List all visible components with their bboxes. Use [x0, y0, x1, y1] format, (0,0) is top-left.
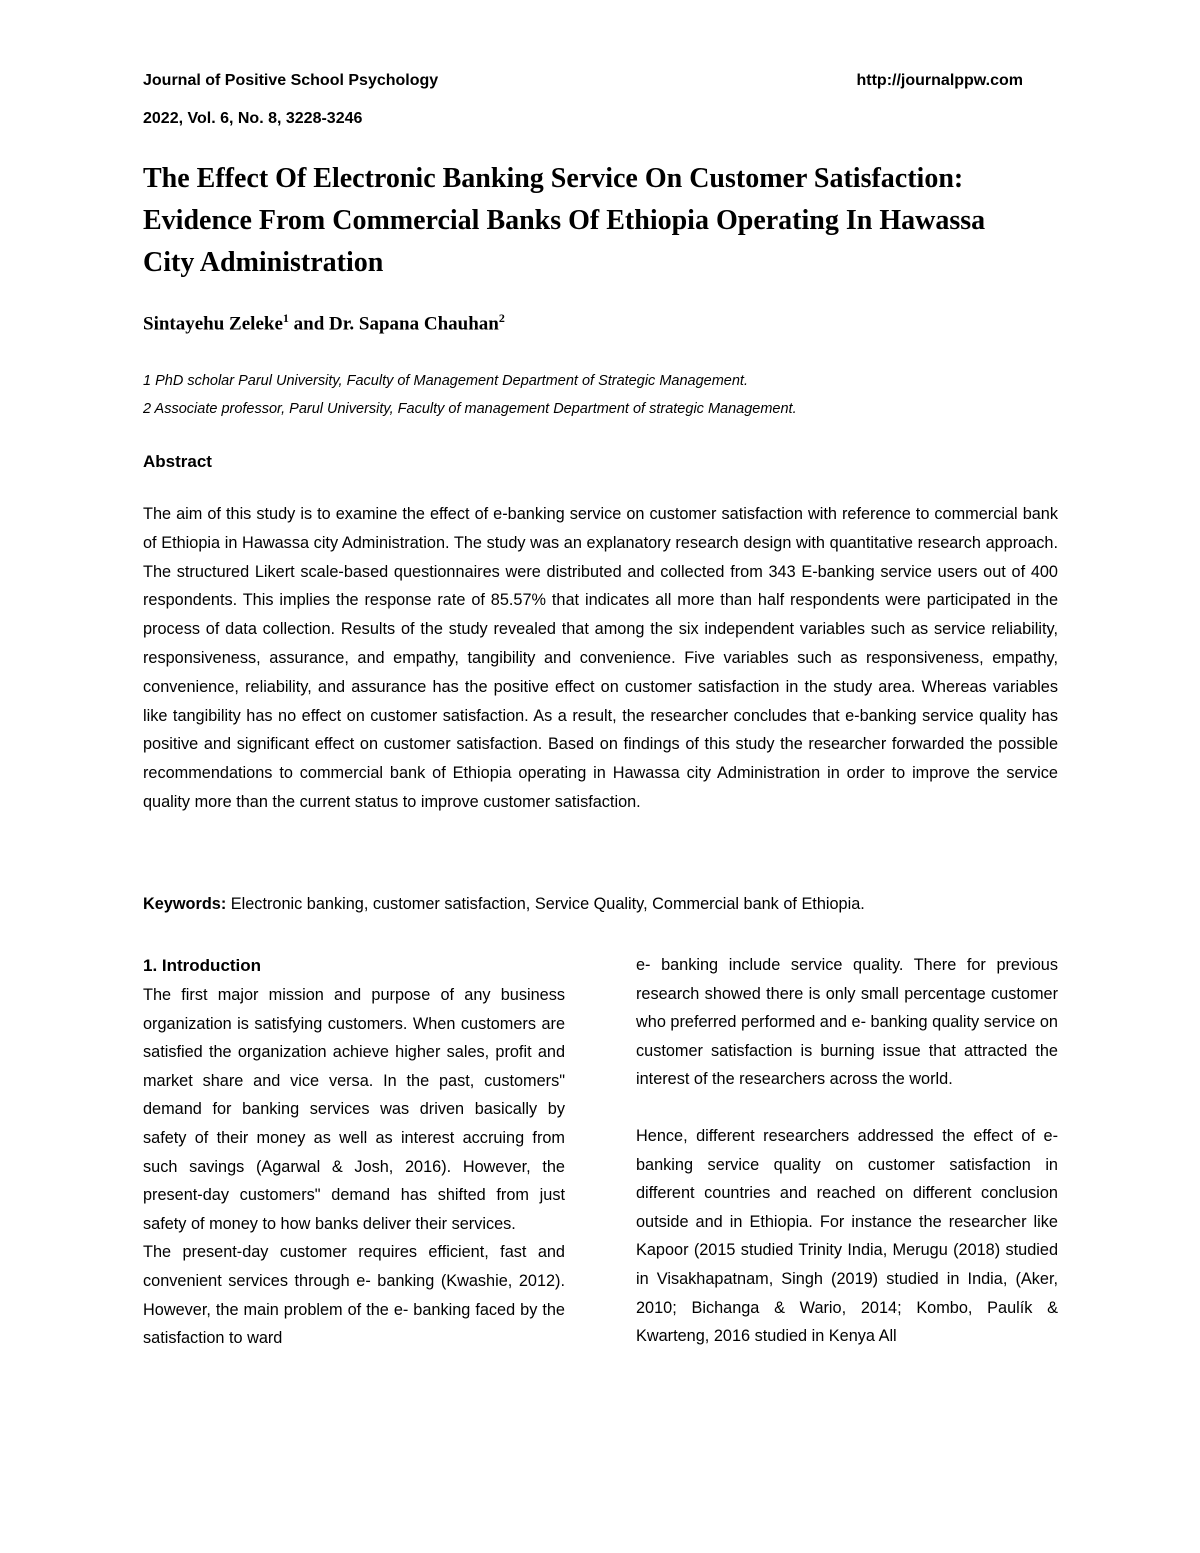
author-line [143, 311, 505, 335]
affiliation-2: 2 Associate professor, Parul University, Faculty of management Department of strategic Management. [143, 401, 797, 417]
keywords-line [143, 895, 1058, 914]
right-column [636, 951, 1058, 1351]
keywords-text: Electronic banking, customer satisfaction, Service Quality, Commercial bank of Ethiopia. [226, 895, 865, 913]
section-heading-introduction: 1. Introduction [143, 956, 262, 975]
abstract-heading: Abstract [143, 452, 212, 471]
intro-paragraph-1: The first major mission and purpose of any business organization is satisfying customers. When customers are satisfied the organization achieve higher sales, profit and market share and vice versa. In the past, customers" demand for banking services was driven basically by safety of their money as well as interest accruing from such savings (Agarwal & Josh, 2016). However, the present-day customers" demand has shifted from just safety of money to how banks deliver their services. [143, 986, 565, 1233]
running-header [143, 72, 1023, 90]
paper-title: The Effect Of Electronic Banking Service On Customer Satisfaction: Evidence From Commercial Banks Of Ethiopia Operating In Hawassa City Administration [143, 163, 986, 278]
intro-paragraph-2: The present-day customer requires efficient, fast and convenient services through e- banking (Kwashie, 2012). However, the main problem of the e- banking faced by the satisfaction to ward [143, 1243, 565, 1348]
author-2-sup: 2 [498, 311, 505, 325]
journal-url[interactable]: http://journalppw.com [856, 72, 1023, 89]
left-column [143, 951, 565, 1353]
abstract-body: The aim of this study is to examine the effect of e-banking service on customer satisfaction with reference to commercial bank of Ethiopia in Hawassa city Administration. The study was an explanatory research design with quantitative research approach. The structured Likert scale-based questionnaires were distributed and collected from 343 E-banking service users out of 400 respondents. This implies the response rate of 85.57% that indicates all more than half respondents were participated in the process of data collection. Results of the study revealed that among the six independent variables such as service reliability, responsiveness, assurance, and empathy, tangibility and convenience. Five variables such as responsiveness, empathy, convenience, reliability, and assurance has the positive effect on customer satisfaction in the study area. Whereas variables like tangibility has no effect on customer satisfaction. As a result, the researcher concludes that e-banking service quality has positive and significant effect on customer satisfaction. Based on findings of this study the researcher forwarded the possible recommendations to commercial bank of Ethiopia operating in Hawassa city Administration in order to improve the service quality more than the current status to improve customer satisfaction. [143, 505, 1058, 811]
intro-paragraph-3: e- banking include service quality. There for previous research showed there is only small percentage customer who preferred performed and e- banking quality service on customer satisfaction is burning issue that attracted the interest of the researchers across the world. [636, 956, 1058, 1089]
author-connector: and [288, 313, 330, 335]
volume-info: 2022, Vol. 6, No. 8, 3228-3246 [143, 110, 363, 127]
author-1-sup: 1 [282, 311, 289, 325]
author-1: Sintayehu Zeleke [143, 313, 283, 335]
intro-paragraph-4: Hence, different researchers addressed the effect of e- banking service quality on customer satisfaction in different countries and reached on different conclusion outside and in Ethiopia. For instance the researcher like Kapoor (2015 studied Trinity India, Merugu (2018) studied in Visakhapatnam, Singh (2019) studied in India, (Aker, 2010; Bichanga & Wario, 2014; Kombo, Paulík & Kwarteng, 2016 studied in Kenya All [636, 1126, 1058, 1346]
author-2: Dr. Sapana Chauhan [329, 313, 499, 335]
keywords-label: Keywords: [143, 895, 227, 913]
affiliation-1: 1 PhD scholar Parul University, Faculty of Management Department of Strategic Management. [143, 373, 748, 389]
journal-name: Journal of Positive School Psychology [143, 72, 439, 89]
